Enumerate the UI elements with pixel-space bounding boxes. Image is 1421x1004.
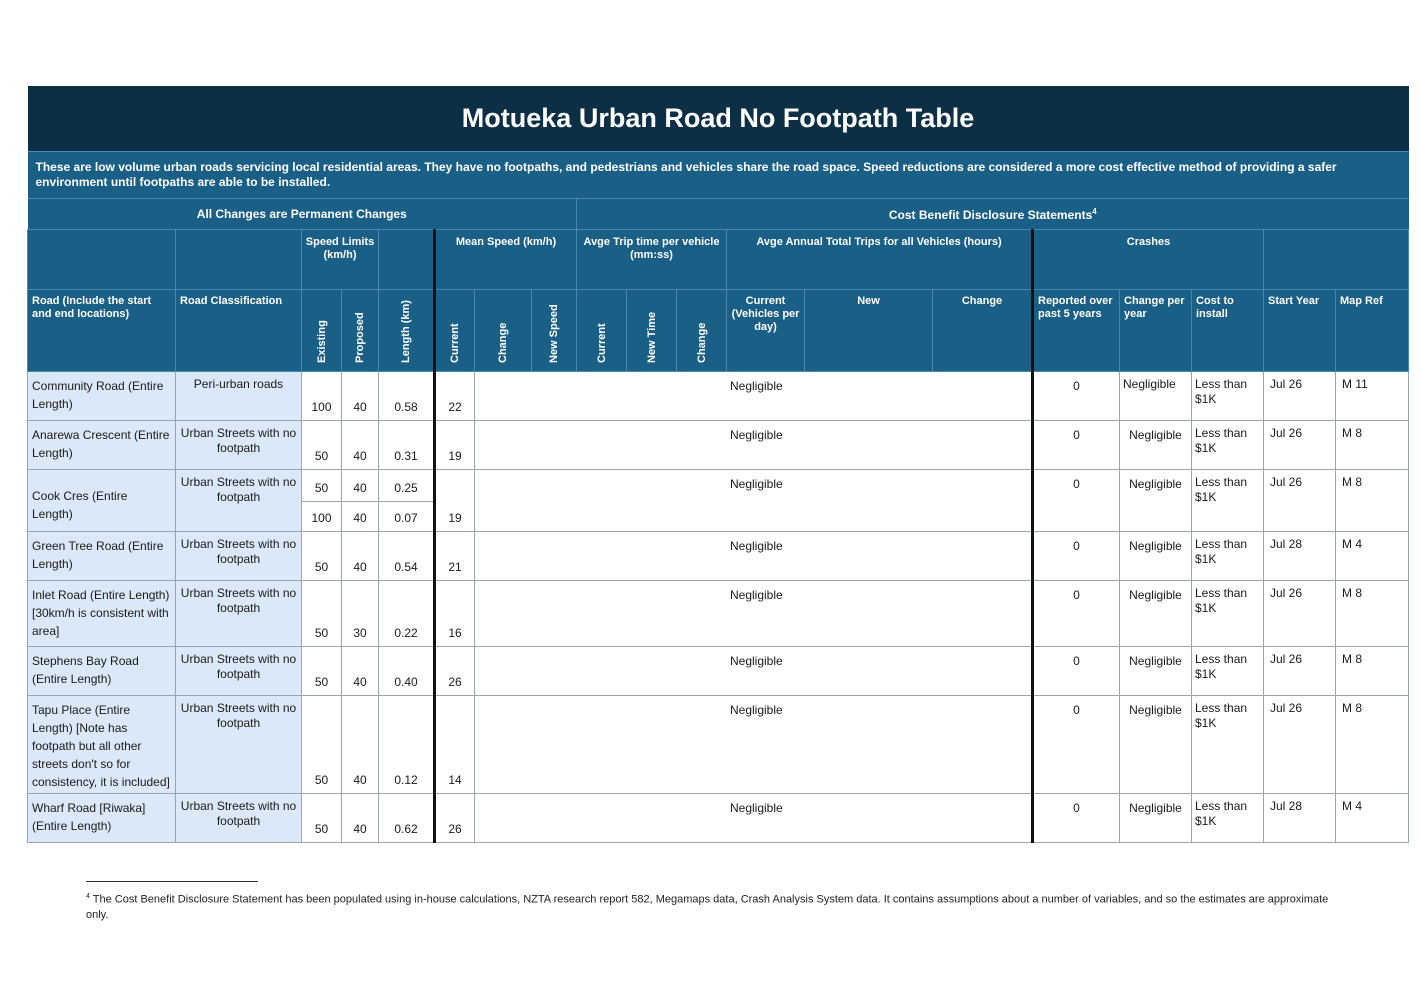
cell-current-speed: 26: [435, 794, 475, 843]
cell-classification: Urban Streets with no footpath: [176, 421, 302, 470]
cell-change-per-year: Negligible: [1120, 470, 1192, 532]
cell-proposed: 40: [342, 421, 379, 470]
cell-current-speed: 22: [435, 372, 475, 421]
cell-change-per-year: Negligible: [1120, 532, 1192, 581]
table-row: [28, 647, 1409, 696]
cell-length: 0.54: [379, 532, 435, 581]
col-header-road: Road (Include the start and end locations): [28, 290, 176, 372]
cell-change-per-year: Negligible: [1120, 696, 1192, 794]
col-header-length: [379, 290, 435, 372]
cell-reported: 0: [1033, 532, 1120, 581]
cell-map-ref: M 8: [1336, 647, 1409, 696]
header-blank-length: [379, 230, 435, 290]
cell-reported: 0: [1033, 581, 1120, 647]
footnote-ref: 4: [1092, 206, 1097, 216]
col-header-annual-change: Change: [933, 290, 1033, 372]
col-header-trip-current: [577, 290, 627, 372]
cell-change-per-year: Negligible: [1120, 372, 1192, 421]
table-row: [28, 794, 1409, 843]
cell-proposed: 40: [342, 696, 379, 794]
cell-existing: 50: [302, 696, 342, 794]
col-header-mean-change-label: Change: [497, 322, 509, 363]
cell-reported: 0: [1033, 372, 1120, 421]
cell-length: 0.07: [379, 502, 435, 532]
col-header-trip-new: [627, 290, 677, 372]
cell-reported: 0: [1033, 470, 1120, 532]
col-header-annual-current: Current (Vehicles per day): [727, 290, 805, 372]
col-header-mean-current-label: Current: [449, 323, 461, 363]
table-row: [28, 581, 1409, 647]
footnote-marker: 4: [86, 893, 90, 900]
col-header-mean-change: [475, 290, 532, 372]
table-row: [28, 532, 1409, 581]
col-header-trip-new-label: New Time: [645, 311, 658, 363]
cell-cost: Less than $1K: [1192, 372, 1264, 421]
cell-change-per-year: Negligible: [1120, 581, 1192, 647]
header-speed-limits: Speed Limits (km/h): [302, 230, 379, 290]
cell-road: Green Tree Road (Entire Length): [28, 532, 176, 581]
cell-proposed: 40: [342, 470, 379, 502]
table-row: [28, 470, 1409, 502]
cell-existing: 50: [302, 532, 342, 581]
col-header-reported: Reported over past 5 years: [1033, 290, 1120, 372]
cell-cost: Less than $1K: [1192, 532, 1264, 581]
cell-existing: 50: [302, 581, 342, 647]
cell-cost: Less than $1K: [1192, 794, 1264, 843]
cell-classification: Urban Streets with no footpath: [176, 794, 302, 843]
cell-cost: Less than $1K: [1192, 581, 1264, 647]
cell-reported: 0: [1033, 794, 1120, 843]
cell-cost: Less than $1K: [1192, 470, 1264, 532]
table-row: [28, 372, 1409, 421]
col-header-length-label: Length (km): [400, 300, 412, 363]
cell-existing: 100: [302, 502, 342, 532]
cell-start-year: Jul 26: [1264, 647, 1336, 696]
col-header-existing-label: Existing: [315, 320, 328, 363]
cell-map-ref: M 8: [1336, 421, 1409, 470]
cell-current-speed: 16: [435, 581, 475, 647]
cell-cost: Less than $1K: [1192, 647, 1264, 696]
cell-existing: 50: [302, 470, 342, 502]
cell-proposed: 40: [342, 647, 379, 696]
cell-proposed: 30: [342, 581, 379, 647]
header-crashes: Crashes: [1033, 230, 1264, 290]
cell-road: Cook Cres (Entire Length): [28, 470, 176, 532]
cell-length: 0.31: [379, 421, 435, 470]
cell-start-year: Jul 28: [1264, 532, 1336, 581]
cell-map-ref: M 8: [1336, 581, 1409, 647]
header-mean-speed: Mean Speed (km/h): [435, 230, 577, 290]
cell-change-per-year: Negligible: [1120, 647, 1192, 696]
col-header-mean-current: [435, 290, 475, 372]
col-header-trip-current-label: Current: [595, 323, 608, 363]
footnote-text: The Cost Benefit Disclosure Statement has been populated using in-house calculations, NZTA research report 582, Megamaps data, Crash Analysis System data. It contains assumptions about a number of variables, and so the estimates are approximate only.: [86, 893, 1329, 921]
cell-road: Tapu Place (Entire Length) [Note has footpath but all other streets don't so for consistency, it is included]: [28, 696, 176, 794]
cell-proposed: 40: [342, 532, 379, 581]
cell-start-year: Jul 26: [1264, 372, 1336, 421]
col-header-change-per-year: Change per year: [1120, 290, 1192, 372]
cell-classification: Urban Streets with no footpath: [176, 696, 302, 794]
cell-classification: Peri-urban roads: [176, 372, 302, 421]
cell-current-speed: 14: [435, 696, 475, 794]
cell-trips: Negligible: [475, 581, 1033, 647]
cell-start-year: Jul 28: [1264, 794, 1336, 843]
col-header-trip-change: [677, 290, 727, 372]
cell-trips: Negligible: [475, 470, 1033, 532]
cell-existing: 100: [302, 372, 342, 421]
col-header-annual-new: New: [805, 290, 933, 372]
table-row: [28, 421, 1409, 470]
cell-trips: Negligible: [475, 794, 1033, 843]
col-header-start-year: Start Year: [1264, 290, 1336, 372]
cell-proposed: 40: [342, 794, 379, 843]
col-header-cost: Cost to install: [1192, 290, 1264, 372]
cell-road: Wharf Road [Riwaka] (Entire Length): [28, 794, 176, 843]
cell-existing: 50: [302, 647, 342, 696]
cell-map-ref: M 8: [1336, 696, 1409, 794]
header-annual-trips: Avge Annual Total Trips for all Vehicles (hours): [727, 230, 1033, 290]
cell-existing: 50: [302, 421, 342, 470]
col-header-map-ref: Map Ref: [1336, 290, 1409, 372]
cell-current-speed: 19: [435, 470, 475, 532]
page-title: Motueka Urban Road No Footpath Table: [28, 86, 1409, 152]
cell-road: Stephens Bay Road (Entire Length): [28, 647, 176, 696]
cell-reported: 0: [1033, 647, 1120, 696]
cell-map-ref: M 4: [1336, 794, 1409, 843]
col-header-proposed: [342, 290, 379, 372]
table-row: [28, 696, 1409, 794]
cell-start-year: Jul 26: [1264, 470, 1336, 532]
cell-cost: Less than $1K: [1192, 696, 1264, 794]
road-table-document: [27, 86, 1408, 843]
cell-length: 0.12: [379, 696, 435, 794]
group-header-cost-benefit: [577, 199, 1409, 230]
cell-road: Anarewa Crescent (Entire Length): [28, 421, 176, 470]
cell-start-year: Jul 26: [1264, 581, 1336, 647]
cell-change-per-year: Negligible: [1120, 421, 1192, 470]
cell-road: Community Road (Entire Length): [28, 372, 176, 421]
footnote-divider: [86, 881, 258, 882]
col-header-existing: [302, 290, 342, 372]
col-header-classification: Road Classification: [176, 290, 302, 372]
cell-classification: Urban Streets with no footpath: [176, 532, 302, 581]
table-description: These are low volume urban roads servicing local residential areas. They have no footpaths, and pedestrians and vehicles share the road space. Speed reductions are considered a more cost effective method of providing a safer environment until footpaths are able to be installed.: [28, 152, 1409, 199]
cell-proposed: 40: [342, 502, 379, 532]
cell-length: 0.40: [379, 647, 435, 696]
cell-trips: Negligible: [475, 421, 1033, 470]
cell-change-per-year: Negligible: [1120, 794, 1192, 843]
cell-existing: 50: [302, 794, 342, 843]
cell-start-year: Jul 26: [1264, 421, 1336, 470]
cell-start-year: Jul 26: [1264, 696, 1336, 794]
cell-length: 0.58: [379, 372, 435, 421]
col-header-proposed-label: Proposed: [354, 312, 366, 363]
cell-trips: Negligible: [475, 647, 1033, 696]
cell-trips: Negligible: [475, 372, 1033, 421]
cell-cost: Less than $1K: [1192, 421, 1264, 470]
header-blank-road: [28, 230, 176, 290]
cell-trips: Negligible: [475, 532, 1033, 581]
header-blank-right: [1264, 230, 1409, 290]
cell-classification: Urban Streets with no footpath: [176, 647, 302, 696]
cell-length: 0.22: [379, 581, 435, 647]
cell-reported: 0: [1033, 696, 1120, 794]
cell-trips: Negligible: [475, 696, 1033, 794]
cell-map-ref: M 4: [1336, 532, 1409, 581]
cell-proposed: 40: [342, 372, 379, 421]
cell-length: 0.25: [379, 470, 435, 502]
footnote: [86, 889, 1336, 923]
col-header-mean-new: [532, 290, 577, 372]
cell-current-speed: 26: [435, 647, 475, 696]
group-header-cost-benefit-label: Cost Benefit Disclosure Statements: [888, 207, 1093, 222]
cell-classification: Urban Streets with no footpath: [176, 470, 302, 532]
road-table: [27, 86, 1409, 843]
cell-current-speed: 19: [435, 421, 475, 470]
cell-length: 0.62: [379, 794, 435, 843]
col-header-mean-new-label: New Speed: [548, 304, 560, 363]
group-header-permanent: All Changes are Permanent Changes: [28, 199, 577, 230]
header-blank-class: [176, 230, 302, 290]
header-trip-time: Avge Trip time per vehicle (mm:ss): [577, 230, 727, 290]
col-header-trip-change-label: Change: [695, 322, 708, 363]
cell-reported: 0: [1033, 421, 1120, 470]
cell-road: Inlet Road (Entire Length) [30km/h is consistent with area]: [28, 581, 176, 647]
cell-current-speed: 21: [435, 532, 475, 581]
cell-map-ref: M 11: [1336, 372, 1409, 421]
cell-classification: Urban Streets with no footpath: [176, 581, 302, 647]
cell-map-ref: M 8: [1336, 470, 1409, 532]
